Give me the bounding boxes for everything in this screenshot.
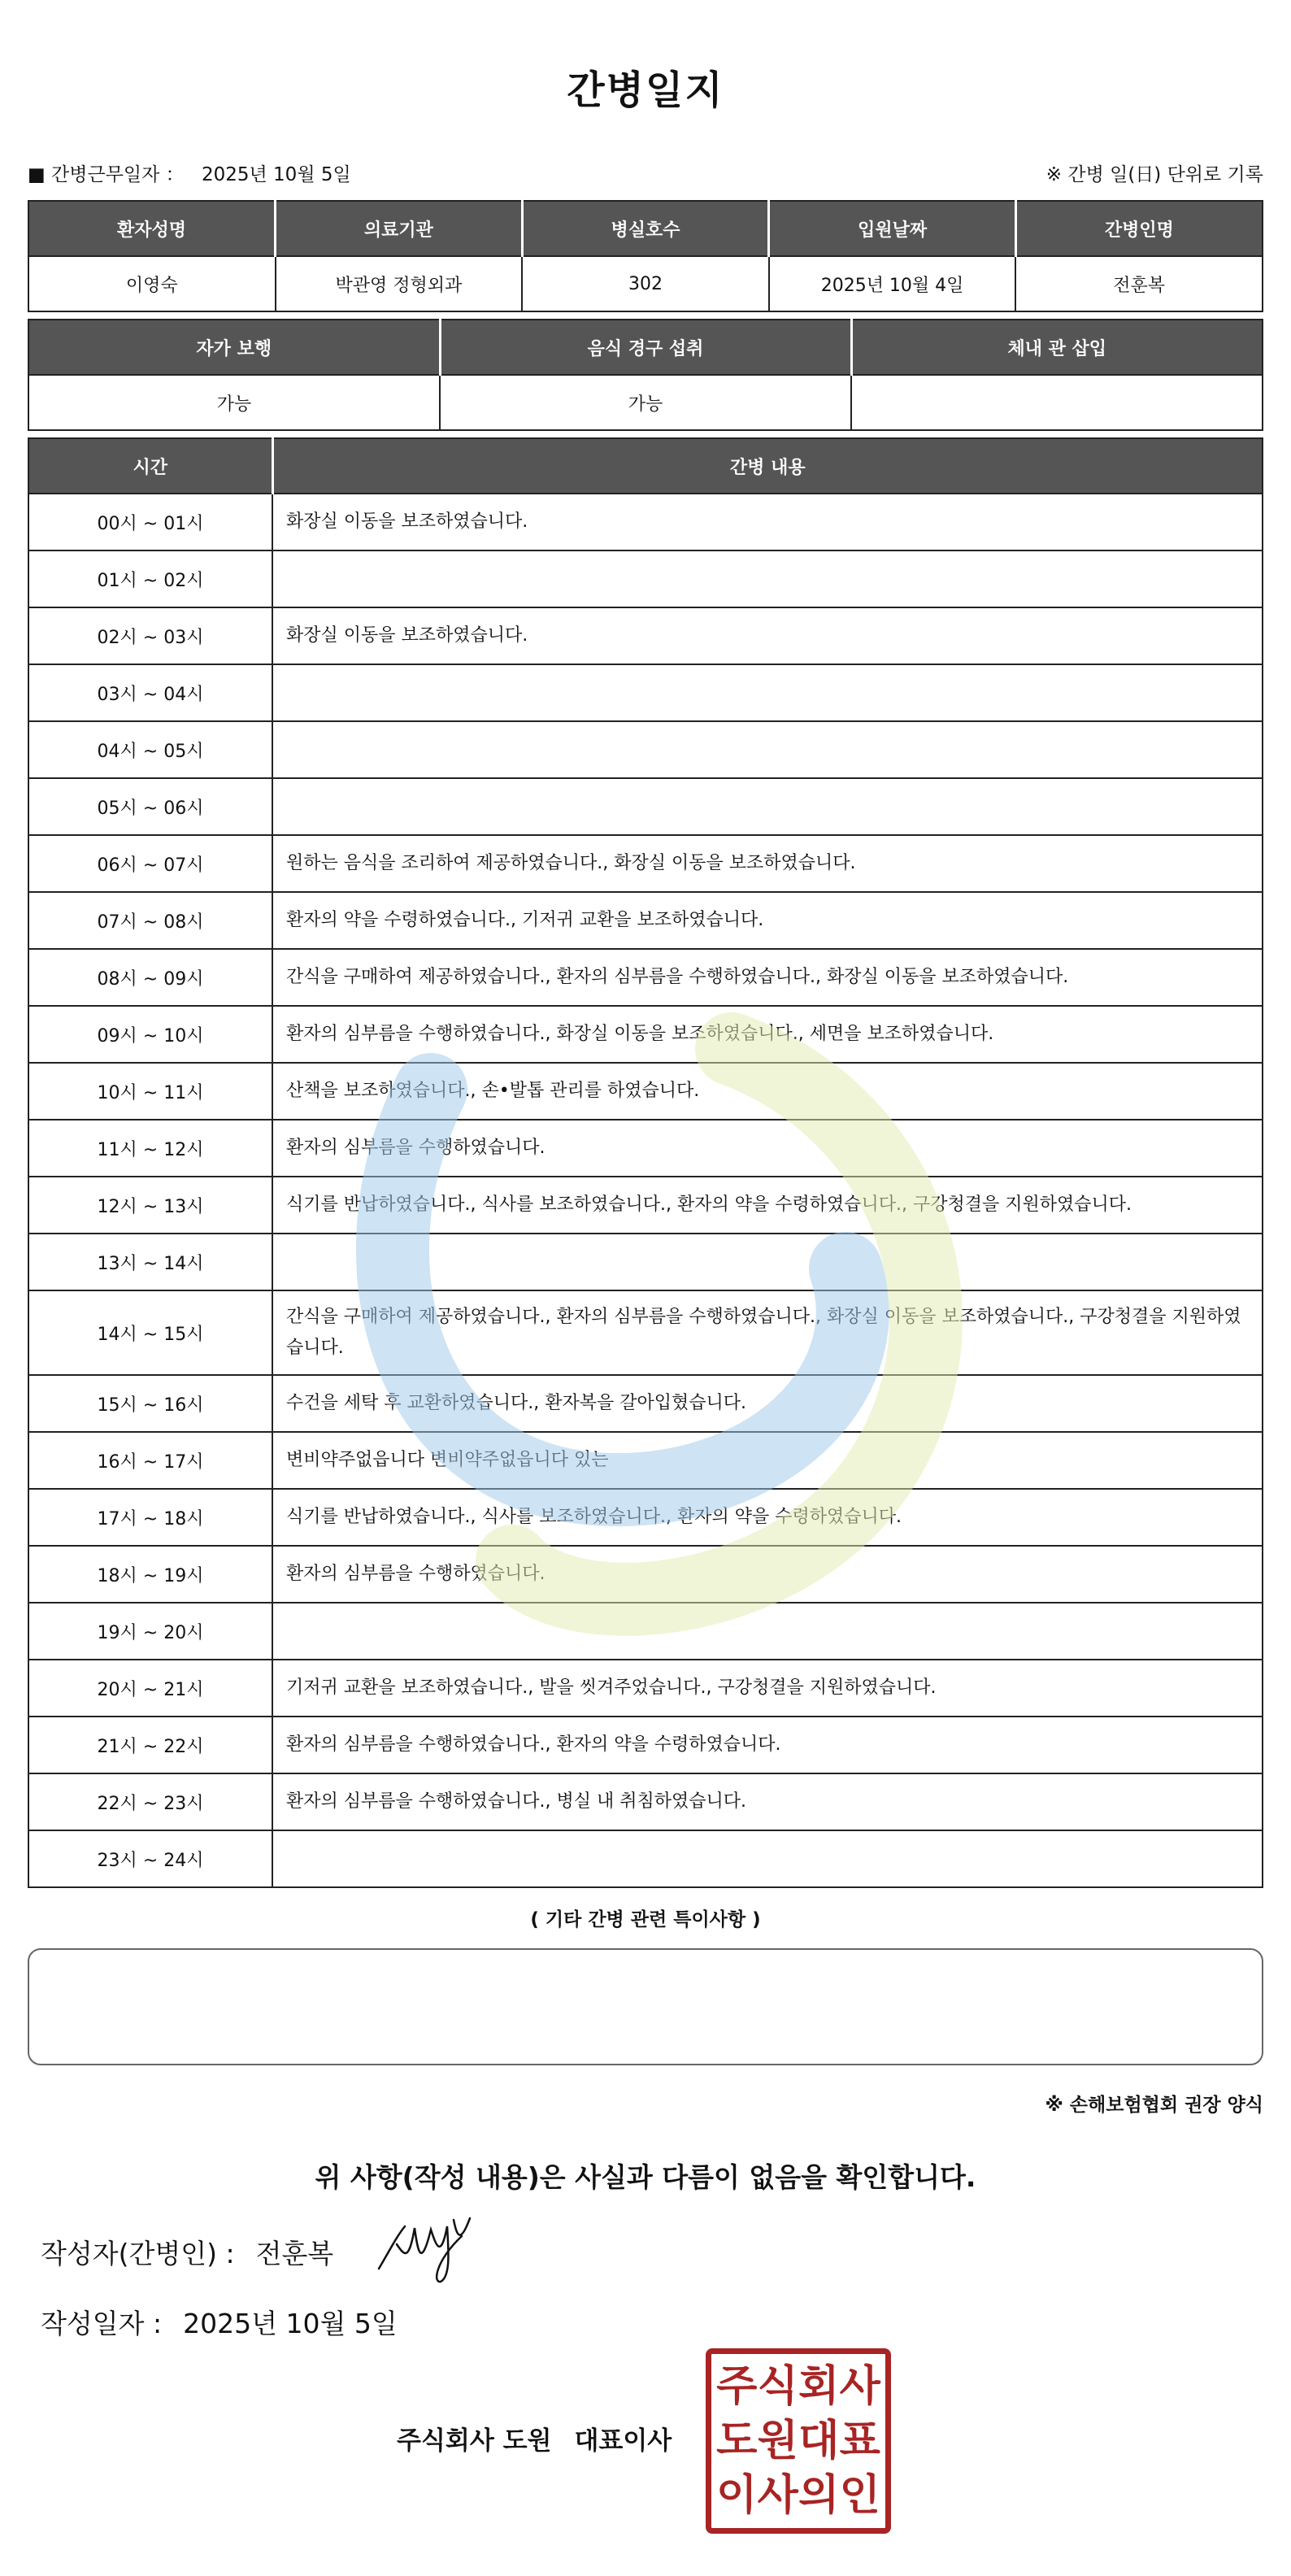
care-log-time: 02시 ~ 03시 [28, 607, 272, 664]
care-log-row [28, 1773, 1263, 1830]
seal-character: 이 [716, 2471, 758, 2521]
seal-character: 표 [839, 2416, 880, 2465]
seal-character: 도 [716, 2416, 758, 2465]
care-log-content: 기저귀 교환을 보조하였습니다., 발을 씻겨주었습니다., 구강청결을 지원하였습니다. [272, 1660, 1263, 1717]
care-log-time: 08시 ~ 09시 [28, 949, 272, 1006]
care-log-content: 변비약주없읍니다 변비약주없읍니다 있는 [272, 1432, 1263, 1489]
write-date-row [41, 2293, 398, 2350]
care-log-row [28, 1603, 1263, 1660]
special-notes-title: ( 기타 간병 관련 특이사항 ) [530, 1909, 761, 1930]
care-log-time: 20시 ~ 21시 [28, 1660, 272, 1717]
care-log-row [28, 1120, 1263, 1177]
care-log-content: 간식을 구매하여 제공하였습니다., 환자의 심부름을 수행하였습니다., 화장실 이동을 보조하였습니다. [272, 949, 1263, 1006]
care-log-row [28, 1830, 1263, 1887]
care-log-time: 06시 ~ 07시 [28, 835, 272, 892]
header-hospital: 의료기관 [276, 201, 523, 256]
company-seal-stamp-icon [706, 2348, 891, 2534]
care-log-time: 01시 ~ 02시 [28, 550, 272, 607]
unit-note [1046, 159, 1263, 186]
care-log-time: 03시 ~ 04시 [28, 664, 272, 721]
care-log-content: 산책을 보조하였습니다., 손•발톱 관리를 하였습니다. [272, 1063, 1263, 1120]
value-admission-date: 2025년 10월 4일 [769, 256, 1016, 311]
header-walking: 자가 보행 [28, 320, 440, 375]
care-log-time: 23시 ~ 24시 [28, 1830, 272, 1887]
header-patient-name: 환자성명 [28, 201, 276, 256]
care-log-content [272, 550, 1263, 607]
care-log-content: 수건을 세탁 후 교환하였습니다., 환자복을 갈아입혔습니다. [272, 1375, 1263, 1432]
care-log-time: 11시 ~ 12시 [28, 1120, 272, 1177]
care-log-header-row [28, 438, 1263, 494]
care-log-content: 환자의 심부름을 수행하였습니다., 환자의 약을 수령하였습니다. [272, 1717, 1263, 1773]
seal-character: 대 [798, 2416, 840, 2465]
seal-character: 의 [798, 2471, 840, 2521]
care-log-content [272, 1603, 1263, 1660]
care-log-content: 식기를 반납하였습니다., 식사를 보조하였습니다., 환자의 약을 수령하였습니다. [272, 1489, 1263, 1546]
writer-label: 작성자(간병인) : [41, 2237, 235, 2269]
care-date-label: ■ 간병근무일자 ： [28, 163, 185, 185]
care-log-body [28, 494, 1263, 1887]
value-room: 302 [522, 256, 769, 311]
care-log-time: 21시 ~ 22시 [28, 1717, 272, 1773]
patient-status-value-row [28, 375, 1263, 430]
care-log-row [28, 1546, 1263, 1603]
care-log-row [28, 607, 1263, 664]
value-oral-intake: 가능 [440, 375, 851, 430]
value-patient-name: 이영숙 [28, 256, 276, 311]
patient-info-header-row [28, 201, 1263, 256]
care-log-time: 16시 ~ 17시 [28, 1432, 272, 1489]
care-log-time: 13시 ~ 14시 [28, 1234, 272, 1290]
header-oral-intake: 음식 경구 섭취 [440, 320, 851, 375]
seal-character: 주 [716, 2361, 758, 2411]
care-log-row [28, 494, 1263, 550]
header-tube: 체내 관 삽입 [851, 320, 1263, 375]
care-log-time: 19시 ~ 20시 [28, 1603, 272, 1660]
care-log-content: 식기를 반납하였습니다., 식사를 보조하였습니다., 환자의 약을 수령하였습니다., 구강청결을 지원하였습니다. [272, 1177, 1263, 1234]
header-room: 병실호수 [522, 201, 769, 256]
care-log-time: 15시 ~ 16시 [28, 1375, 272, 1432]
care-log-row [28, 835, 1263, 892]
company-signature-line [397, 2420, 672, 2456]
care-log-content [272, 778, 1263, 835]
care-log-content: 환자의 심부름을 수행하였습니다., 병실 내 취침하였습니다. [272, 1773, 1263, 1830]
unit-note-text: ※ 간병 일(日) 단위로 기록 [1045, 163, 1263, 185]
care-log-content: 환자의 약을 수령하였습니다., 기저귀 교환을 보조하였습니다. [272, 892, 1263, 949]
writer-row [41, 2223, 333, 2280]
care-log-row [28, 1432, 1263, 1489]
seal-character: 사 [757, 2471, 798, 2521]
header-content: 간병 내용 [272, 438, 1263, 494]
care-log-content [272, 1234, 1263, 1290]
patient-info-table [28, 200, 1263, 312]
header-admission-date: 입원날짜 [769, 201, 1016, 256]
seal-character: 인 [839, 2471, 880, 2521]
care-date [28, 159, 363, 186]
recommend-note: ※ 손해보험협회 권장 양식 [1045, 2095, 1263, 2116]
seal-character: 원 [757, 2416, 798, 2465]
care-log-row [28, 1234, 1263, 1290]
care-log-content [272, 721, 1263, 778]
write-date-label: 작성일자 : [41, 2307, 163, 2339]
special-notes-box [28, 1948, 1263, 2065]
care-log-row [28, 1660, 1263, 1717]
write-date-value: 2025년 10월 5일 [183, 2307, 398, 2339]
signature-icon [372, 2212, 486, 2285]
care-log-content: 환자의 심부름을 수행하였습니다. [272, 1120, 1263, 1177]
care-log-row [28, 1006, 1263, 1063]
page-title: 간병일지 [567, 67, 724, 113]
seal-character: 사 [839, 2361, 880, 2411]
care-log-content: 화장실 이동을 보조하였습니다. [272, 494, 1263, 550]
care-log-time: 07시 ~ 08시 [28, 892, 272, 949]
patient-status-table [28, 319, 1263, 431]
care-log-time: 10시 ~ 11시 [28, 1063, 272, 1120]
care-log-content: 환자의 심부름을 수행하였습니다., 화장실 이동을 보조하였습니다., 세면을 보조하였습니다. [272, 1006, 1263, 1063]
company-role: 대표이사 [574, 2426, 672, 2456]
care-log-content [272, 664, 1263, 721]
seal-character: 회 [798, 2361, 840, 2411]
care-log-time: 18시 ~ 19시 [28, 1546, 272, 1603]
care-log-time: 05시 ~ 06시 [28, 778, 272, 835]
care-log-row [28, 550, 1263, 607]
care-log-time: 09시 ~ 10시 [28, 1006, 272, 1063]
patient-info-value-row [28, 256, 1263, 311]
care-log-content: 간식을 구매하여 제공하였습니다., 환자의 심부름을 수행하였습니다., 화장실 이동을 보조하였습니다., 구강청결을 지원하였습니다. [272, 1290, 1263, 1375]
seal-character: 식 [757, 2361, 798, 2411]
header-caregiver: 간병인명 [1015, 201, 1263, 256]
meta-row [28, 156, 1263, 189]
care-log-row [28, 1489, 1263, 1546]
writer-name: 전훈복 [255, 2237, 334, 2269]
care-log-row [28, 1177, 1263, 1234]
care-log-row [28, 892, 1263, 949]
confirm-statement: 위 사항(작성 내용)은 사실과 다름이 없음을 확인합니다. [315, 2161, 976, 2193]
care-log-content [272, 1830, 1263, 1887]
care-log-row [28, 1290, 1263, 1375]
company-name: 주식회사 도원 [397, 2426, 552, 2456]
care-log-content: 환자의 심부름을 수행하였습니다. [272, 1546, 1263, 1603]
care-log-content: 원하는 음식을 조리하여 제공하였습니다., 화장실 이동을 보조하였습니다. [272, 835, 1263, 892]
care-log-row [28, 1717, 1263, 1773]
value-walking: 가능 [28, 375, 440, 430]
header-time: 시간 [28, 438, 272, 494]
value-caregiver: 전훈복 [1015, 256, 1263, 311]
care-log-time: 14시 ~ 15시 [28, 1290, 272, 1375]
care-log-row [28, 1063, 1263, 1120]
care-log-time: 22시 ~ 23시 [28, 1773, 272, 1830]
value-hospital: 박관영 정형외과 [276, 256, 523, 311]
care-log-content: 화장실 이동을 보조하였습니다. [272, 607, 1263, 664]
care-log-row [28, 949, 1263, 1006]
care-log-time: 00시 ~ 01시 [28, 494, 272, 550]
care-log-time: 12시 ~ 13시 [28, 1177, 272, 1234]
care-log-time: 17시 ~ 18시 [28, 1489, 272, 1546]
value-tube [851, 375, 1263, 430]
care-log-row [28, 1375, 1263, 1432]
care-log-table [28, 437, 1263, 1888]
care-log-time: 04시 ~ 05시 [28, 721, 272, 778]
care-date-value: 2025년 10월 5일 [201, 163, 351, 185]
care-log-row [28, 664, 1263, 721]
care-log-row [28, 721, 1263, 778]
care-log-row [28, 778, 1263, 835]
patient-status-header-row [28, 320, 1263, 375]
